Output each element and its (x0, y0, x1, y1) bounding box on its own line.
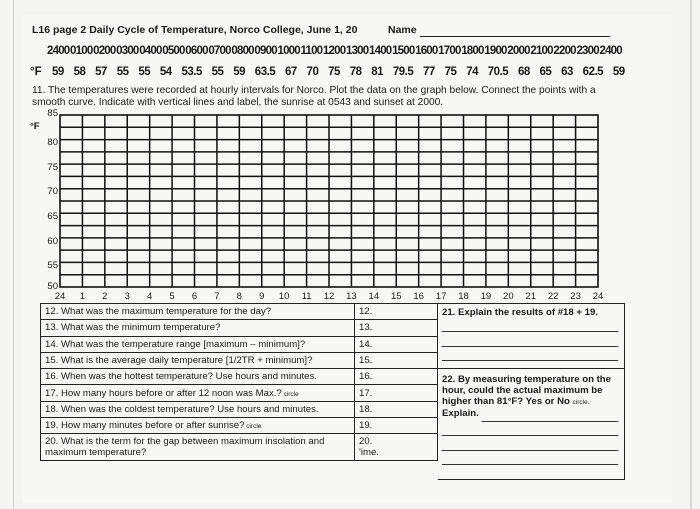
hour-label: 0800 (231, 45, 254, 57)
question-label: 17. How many hours before or after 12 noon was Max.? (45, 387, 282, 399)
temp-value: 75 (328, 66, 340, 78)
circle-note: circle (281, 390, 299, 398)
x-label: 11 (301, 291, 312, 302)
divider (438, 368, 624, 369)
hour-label: 0500 (162, 45, 185, 57)
temp-value: 59 (233, 66, 246, 78)
question-text (41, 320, 355, 336)
x-label: 4 (147, 291, 153, 302)
question-label: 13. What was the minimum temperature? (45, 322, 221, 334)
x-label: 23 (570, 291, 581, 302)
answer-cell[interactable] (355, 369, 438, 385)
hour-label: 0600 (185, 45, 208, 57)
y-label: 85 (47, 108, 58, 119)
question-text (41, 369, 355, 385)
x-label: 7 (214, 291, 220, 302)
hour-label: 1900 (484, 45, 507, 57)
right-answer-box (438, 303, 625, 480)
temp-value: 55 (116, 66, 129, 78)
temp-value: 62.5 (582, 66, 604, 78)
name-label: Name (388, 24, 417, 36)
hour-label: 1300 (345, 45, 369, 57)
x-label: 16 (413, 291, 424, 302)
x-label: 22 (547, 291, 559, 302)
x-label: 20 (503, 291, 514, 302)
temp-value: 55 (211, 66, 224, 78)
temp-value: 53.5 (181, 66, 202, 78)
question-row (41, 401, 438, 417)
circle-note: circle (244, 423, 262, 431)
hour-label: 0100 (70, 45, 93, 57)
hour-label: 1400 (369, 45, 392, 57)
y-label: 55 (47, 260, 58, 272)
temp-value: 81 (371, 66, 384, 78)
question-row (41, 320, 438, 336)
question-label: 14. What was the temperature range [maximum – minimum]? (45, 338, 306, 350)
graph-unit: °F (30, 121, 40, 132)
answer-number: 18. (359, 403, 373, 415)
question-row (41, 369, 438, 385)
x-label: 14 (368, 291, 380, 302)
answer-number: 16. (359, 371, 373, 383)
x-label: 9 (259, 291, 265, 302)
question-row (41, 304, 438, 320)
answer-number: 17. (359, 387, 373, 399)
question-label: 19. How many minutes before or after sunrise? (45, 420, 245, 432)
hour-label: 0700 (208, 45, 231, 57)
hour-label: 1700 (438, 45, 461, 57)
y-label: 80 (47, 137, 58, 149)
answer-cell[interactable] (355, 352, 438, 368)
x-label: 21 (525, 291, 537, 302)
x-label: 13 (346, 291, 357, 302)
answer-cell[interactable] (355, 385, 438, 401)
temp-value: 79.5 (392, 66, 414, 78)
question-text (41, 352, 355, 368)
explain-label: Explain. (442, 408, 479, 419)
y-label: 65 (47, 211, 58, 222)
y-label: 75 (47, 161, 58, 173)
question-row (41, 385, 438, 401)
question-text (41, 434, 355, 461)
hour-label: 2000 (507, 45, 530, 57)
x-label: 24 (54, 291, 66, 302)
x-label: 18 (458, 291, 469, 302)
question-label: 16. When was the hottest temperature? Use hours and minutes. (45, 371, 317, 383)
answer-cell[interactable] (355, 336, 438, 352)
x-label: 24 (592, 291, 604, 302)
question-22-text: 22. By measuring temperature on the hour, could the actual maximum be higher than 81°F? Yes or No (442, 374, 612, 407)
answer-line-22[interactable] (442, 435, 618, 436)
hour-label: 1100 (300, 45, 323, 57)
temp-value: 78 (349, 66, 362, 78)
answer-cell[interactable] (355, 320, 438, 336)
hour-label: 1200 (322, 45, 346, 57)
x-label: 2 (102, 291, 108, 302)
question-label: 15. What is the average daily temperature [1/2TR + minimum]? (45, 355, 313, 367)
hour-label: 2300 (576, 45, 599, 57)
instructions: 11. The temperatures were recorded at hourly intervals for Norco. Plot the data on the graph below. Connect the points with a smooth curve. Indicate with vertical lines and label, the sunrise at 0543 and sunset at 2000. (32, 85, 596, 108)
temp-unit: °F (30, 66, 42, 78)
answer-number: 15. (359, 355, 373, 367)
answer-line-21[interactable] (442, 346, 618, 347)
question-text (41, 401, 355, 417)
question-text (41, 385, 355, 401)
x-label: 3 (124, 291, 130, 302)
temp-value: 65 (539, 66, 552, 78)
temp-value: 70.5 (487, 66, 509, 78)
hour-label: 2100 (530, 45, 553, 57)
answer-line-22[interactable] (482, 421, 618, 422)
hour-label: 1600 (415, 45, 438, 57)
question-label: 20. What is the term for the gap between maximum insolation and maximum temperature? (45, 436, 325, 459)
answer-number: 13. (359, 322, 373, 334)
temp-value: 75 (444, 66, 457, 78)
answer-number: 14. (359, 338, 373, 350)
answer-cell[interactable] (355, 434, 438, 461)
worksheet-title: L16 page 2 Daily Cycle of Temperature, Norco College, June 1, 20 (32, 24, 358, 36)
x-label: 17 (435, 291, 447, 302)
question-label: 18. When was the coldest temperature? Use hours and minutes. (45, 403, 319, 415)
temp-value: 57 (95, 66, 107, 78)
hour-label: 1000 (277, 45, 300, 57)
x-label: 6 (191, 291, 198, 302)
temp-value: 58 (73, 66, 86, 78)
temp-value: 74 (466, 66, 478, 78)
question-row (41, 434, 438, 461)
hour-label: 0200 (93, 45, 116, 57)
question-row (41, 352, 438, 368)
answer-line-22[interactable] (442, 464, 618, 465)
answer-extra: 'ime. (359, 447, 379, 459)
question-row (41, 336, 438, 352)
temp-value: 63 (561, 66, 573, 78)
x-label: 1 (79, 291, 86, 302)
x-label: 5 (169, 291, 175, 302)
hour-label: 2400 (599, 45, 622, 57)
hour-label: 1500 (392, 45, 415, 57)
hour-label: 1800 (461, 45, 484, 57)
y-label: 50 (47, 281, 58, 292)
temp-value: 70 (306, 66, 319, 78)
y-label: 70 (47, 186, 58, 198)
x-label: 8 (236, 291, 242, 302)
temp-value: 54 (159, 66, 172, 78)
question-text (41, 418, 355, 434)
hour-label: 2400 (47, 45, 70, 57)
answer-line-22[interactable] (442, 450, 618, 451)
answer-cell[interactable] (355, 401, 438, 417)
hour-label: 0900 (254, 45, 277, 57)
x-label: 15 (390, 291, 402, 302)
question-row (41, 418, 438, 434)
question-text (41, 304, 355, 320)
answer-number: 20. (359, 436, 373, 448)
temp-value: 63.5 (254, 66, 276, 78)
temp-value: 77 (423, 66, 435, 78)
question-22 (442, 374, 620, 419)
temp-value: 68 (517, 66, 530, 78)
hour-label: 0300 (116, 45, 139, 57)
circle-note: circle. (572, 399, 590, 406)
hour-label: 0400 (139, 45, 162, 57)
answer-cell[interactable] (355, 304, 438, 320)
answer-number: 19. (359, 420, 373, 432)
y-label: 60 (47, 235, 58, 247)
x-label: 12 (323, 291, 335, 302)
hour-label: 2200 (553, 45, 576, 57)
questions-table (40, 303, 438, 461)
answer-number: 12. (359, 306, 373, 318)
temp-value: 59 (52, 66, 64, 78)
question-text (41, 336, 355, 352)
temp-value: 59 (612, 66, 625, 78)
answer-cell[interactable] (355, 418, 438, 434)
answer-line-21[interactable] (442, 360, 618, 361)
temp-value: 67 (284, 66, 297, 78)
x-label: 19 (480, 291, 492, 302)
question-21: 21. Explain the results of #18 + 19. (442, 307, 598, 318)
temp-value: 55 (138, 66, 151, 78)
x-label: 10 (278, 291, 290, 302)
question-label: 12. What was the maximum temperature for the day? (45, 306, 272, 318)
answer-line-21[interactable] (442, 331, 618, 332)
